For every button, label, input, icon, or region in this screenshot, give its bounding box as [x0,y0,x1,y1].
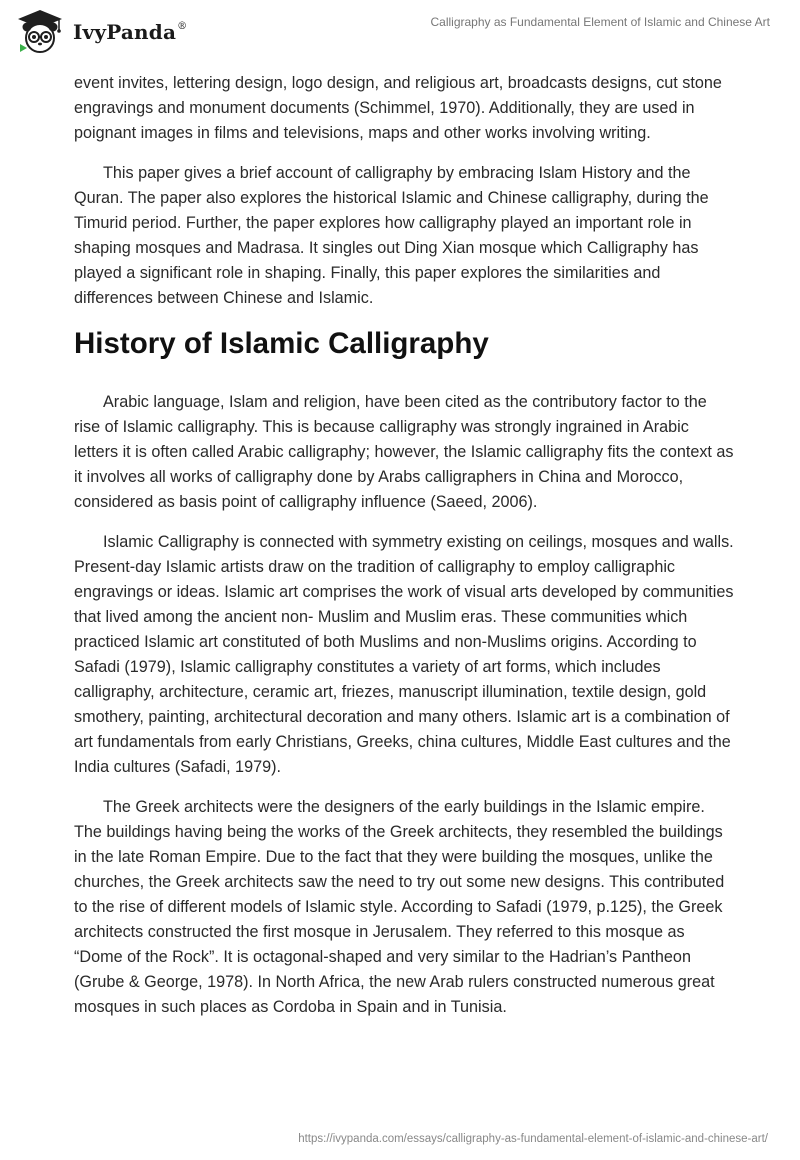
brand-name: IvyPanda® [73,20,188,44]
paragraph: Islamic Calligraphy is connected with symmetry existing on ceilings, mosques and walls. Present-day Islamic artists draw on the tradition of calligraphy to employ calligraphic engravings or ideas. Islamic art comprises the work of visual arts developed by communities that lived among the ancient non- Muslim and Muslim eras. These communities which practiced Islamic art constituted of both Muslims and non-Muslims origins. According to Safadi (1979), Islamic calligraphy constitutes a variety of art forms, which includes calligraphy, architecture, ceramic art, friezes, manuscript illumination, textile design, gold smothery, painting, architectural decoration and many others. Islamic art is a combination of art fundamentals from early Christians, Greeks, china cultures, Middle East cultures and the India cultures (Safadi, 1979). [74,533,734,776]
logo[interactable] [15,8,187,54]
page-header [0,0,800,64]
essay-body [74,71,734,1035]
paragraph: This paper gives a brief account of calligraphy by embracing Islam History and the Quran. The paper also explores the historical Islamic and Chinese calligraphy, during the Timurid period. Further, the paper explores how calligraphy played an important role in shaping mosques and Madrasa. It singles out Ding Xian mosque which Calligraphy has played a significant role in shaping. Finally, this paper explores the similarities and differences between Chinese and Islamic. [74,164,709,307]
paragraph: The Greek architects were the designers of the early buildings in the Islamic empire. The buildings having being the works of the Greek architects, they resembled the buildings in the late Roman Empire. Due to the fact that they were building the mosques, unlike the churches, the Greek architects saw the need to try out some new designs. This contributed to the rise of different models of Islamic style. According to Safadi (1979, p.125), the Greek architects constructed the first mosque in Jerusalem. They referred to this mosque as “Dome of the Rock”. It is octagonal-shaped and very similar to the Hadrian’s Pantheon (Grube & George, 1978). In North Africa, the new Arab rulers constructed numerous great mosques in such places as Cordoba in Spain and in Tunisia. [74,798,725,1016]
source-url[interactable]: https://ivypanda.com/essays/calligraphy-as-fundamental-element-of-islamic-and-chinese-art/ [298,1133,768,1145]
panda-graduate-icon [15,8,65,54]
paragraph: event invites, lettering design, logo design, and religious art, broadcasts designs, cut stone engravings and monument documents (Schimmel, 1970). Additionally, they are used in poignant images in films and televisions, maps and other works involving writing. [74,74,722,142]
section-heading: History of Islamic Calligraphy [74,327,489,360]
paragraph: Arabic language, Islam and religion, have been cited as the contributory factor to the rise of Islamic calligraphy. This is because calligraphy was strongly ingrained in Arabic letters it is often called Arabic calligraphy; however, the Islamic calligraphy fits the context as it involves all works of calligraphy done by Arabs calligraphers in China and Morocco, considered as basis point of calligraphy influence (Saeed, 2006). [74,393,734,511]
document-title: Calligraphy as Fundamental Element of Islamic and Chinese Art [430,15,770,29]
